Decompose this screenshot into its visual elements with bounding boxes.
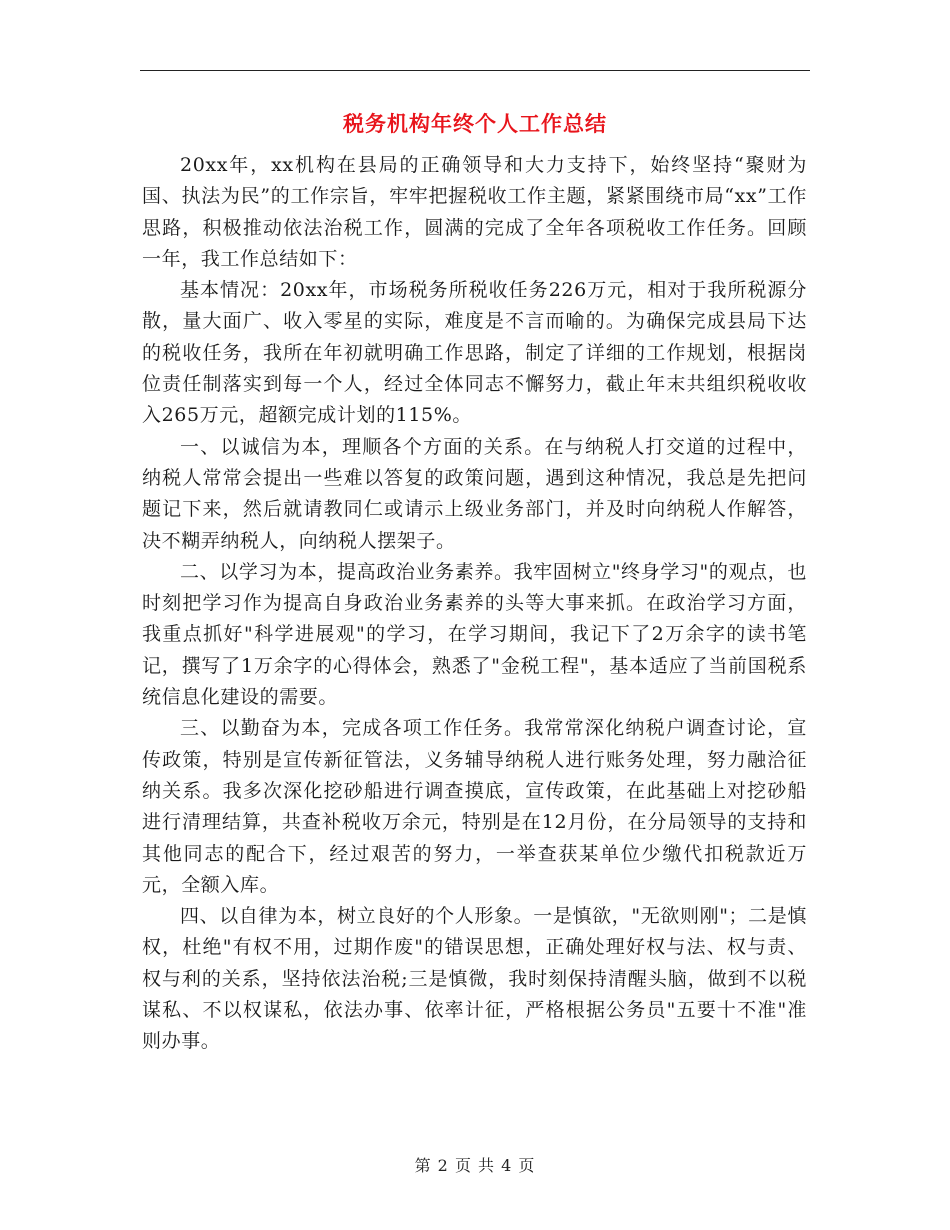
paragraph-diligence: 三、以勤奋为本，完成各项工作任务。我常常深化纳税户调查讨论，宣传政策，特别是宣传新征管法，义务辅导纳税人进行账务处理，努力融洽征纳关系。我多次深化挖砂船进行调查摸底，宣传政策，在此基础上对挖砂船进行清理结算，共查补税收万余元，特别是在12月份，在分局领导的支持和其他同志的配合下，经过艰苦的努力，一举查获某单位少缴代扣税款近万元，全额入库。 — [142, 717, 807, 896]
paragraph-learning: 二、以学习为本，提高政治业务素养。我牢固树立"终身学习"的观点，也时刻把学习作为提高自身政治业务素养的头等大事来抓。在政治学习方面，我重点抓好"科学进展观"的学习，在学习期间，我记下了2万余字的读书笔记，撰写了1万余字的心得体会，熟悉了"金税工程"，基本适应了当前国税系统信息化建设的需要。 — [142, 560, 807, 709]
document-title: 税务机构年终个人工作总结 — [343, 111, 607, 136]
page-number: 第 2 页 共 4 页 — [414, 1156, 536, 1175]
paragraph-self-discipline: 四、以自律为本，树立良好的个人形象。一是慎欲，"无欲则刚"；二是慎权，杜绝"有权不用，过期作废"的错误思想，正确处理好权与法、权与责、权与利的关系，坚持依法治税;三是慎微，我时刻保持清醒头脑，做到不以税谋私、不以权谋私，依法办事、依率计征，严格根据公务员"五要十不准"准则办事。 — [142, 905, 807, 1053]
paragraph-basic-situation: 基本情况：20xx年，市场税务所税收任务226万元，相对于我所税源分散，量大面广、收入零星的实际，难度是不言而喻的。为确保完成县局下达的税收任务，我所在年初就明确工作思路，制定了详细的工作规划，根据岗位责任制落实到每一个人，经过全体同志不懈努力，截止年末共组织税收收入265万元，超额完成计划的115%。 — [142, 279, 807, 427]
document-body — [142, 150, 807, 1058]
paragraph-integrity: 一、以诚信为本，理顺各个方面的关系。在与纳税人打交道的过程中，纳税人常常会提出一些难以答复的政策问题，遇到这种情况，我总是先把问题记下来，然后就请教同仁或请示上级业务部门，并及时向纳税人作解答，决不糊弄纳税人，向纳税人摆架子。 — [142, 435, 807, 552]
paragraph-intro: 20xx年，xx机构在县局的正确领导和大力支持下，始终坚持“聚财为国、执法为民”的工作宗旨，牢牢把握税收工作主题，紧紧围绕市局“xx”工作思路，积极推动依法治税工作，圆满的完成了全年各项税收工作任务。回顾一年，我工作总结如下： — [142, 154, 807, 270]
header-rule — [140, 70, 810, 71]
